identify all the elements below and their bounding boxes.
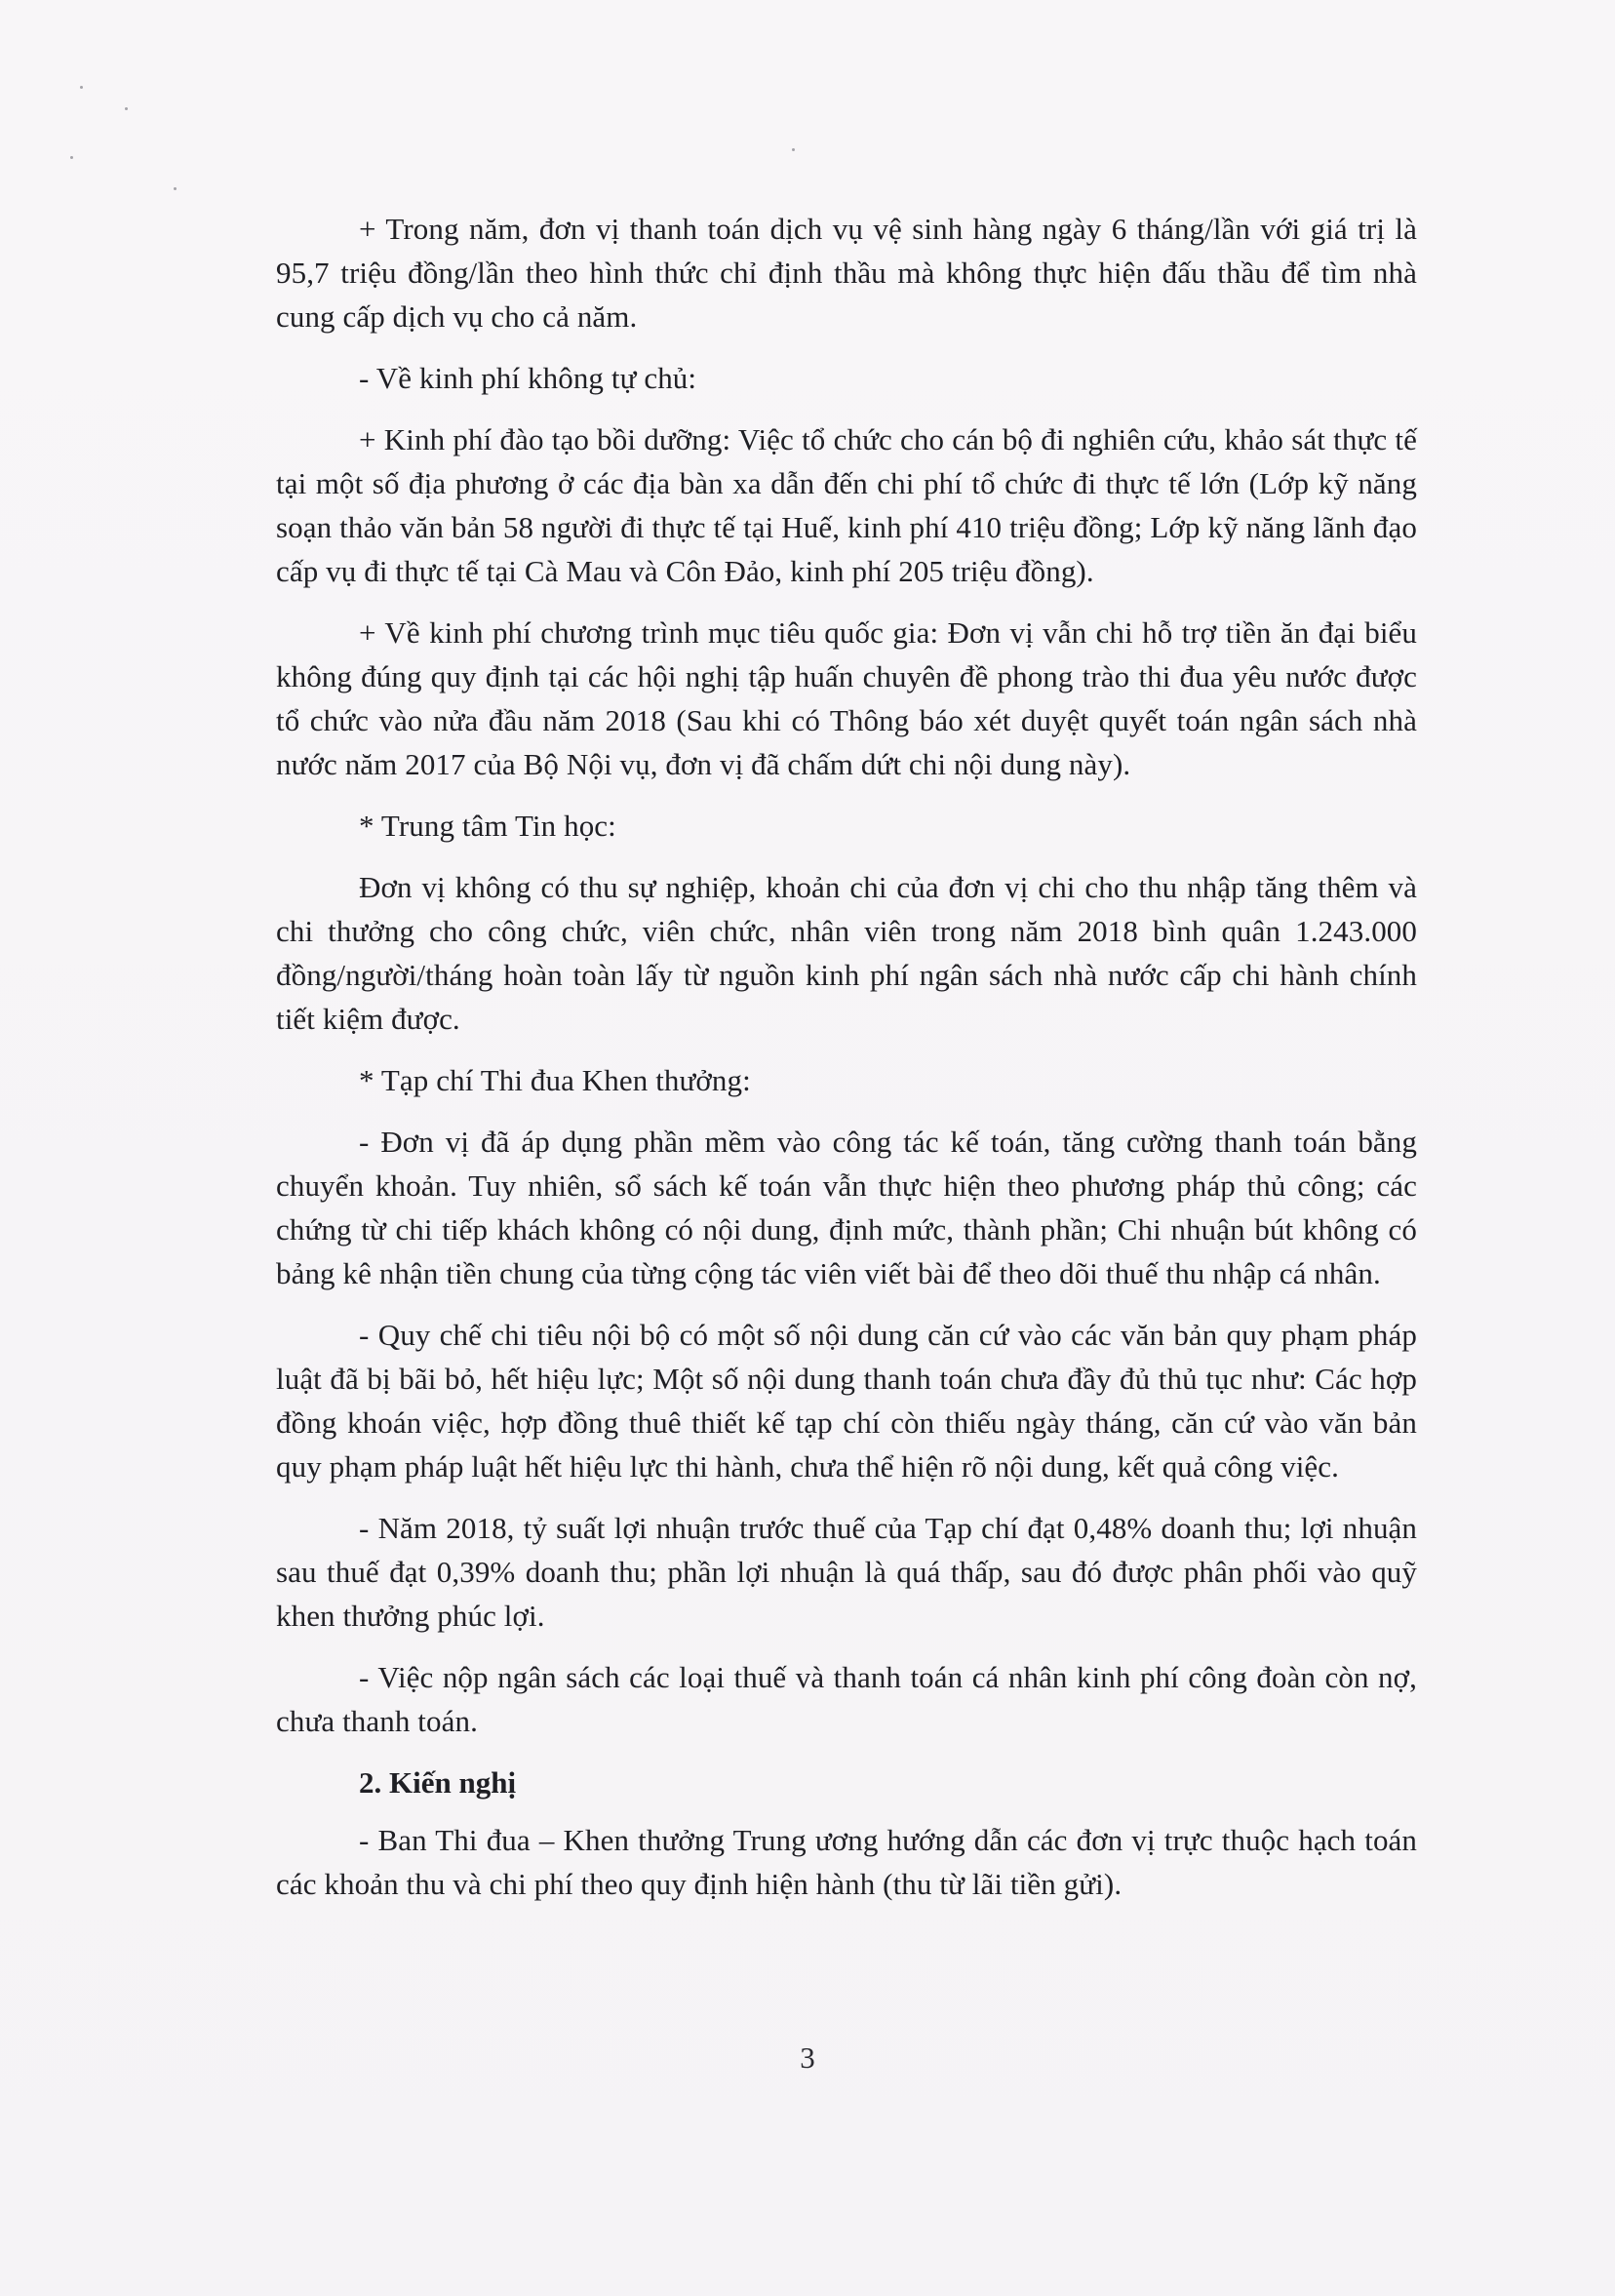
paragraph: + Trong năm, đơn vị thanh toán dịch vụ vệ sinh hàng ngày 6 tháng/lần với giá trị là 95,7 triệu đồng/lần theo hình thức chỉ định thầu mà không thực hiện đấu thầu để tìm nhà cung cấp dịch vụ cho cả năm. bbox=[276, 212, 1417, 334]
paragraph: Đơn vị không có thu sự nghiệp, khoản chi của đơn vị chi cho thu nhập tăng thêm và chi thưởng cho công chức, viên chức, nhân viên trong năm 2018 bình quân 1.243.000 đồng/người/tháng hoàn toàn lấy từ nguồn kinh phí ngân sách nhà nước cấp chi hành chính tiết kiệm được. bbox=[276, 870, 1417, 1036]
scan-speck bbox=[80, 86, 83, 89]
scan-speck bbox=[174, 187, 177, 190]
scan-speck bbox=[70, 156, 73, 159]
paragraph: - Việc nộp ngân sách các loại thuế và thanh toán cá nhân kinh phí công đoàn còn nợ, chưa thanh toán. bbox=[276, 1660, 1417, 1738]
scan-speck bbox=[792, 148, 795, 151]
scan-speck bbox=[125, 107, 128, 110]
paragraph: - Ban Thi đua – Khen thưởng Trung ương hướng dẫn các đơn vị trực thuộc hạch toán các khoản thu và chi phí theo quy định hiện hành (thu từ lãi tiền gửi). bbox=[276, 1823, 1417, 1901]
paragraph: - Quy chế chi tiêu nội bộ có một số nội dung căn cứ vào các văn bản quy phạm pháp luật đã bị bãi bỏ, hết hiệu lực; Một số nội dung thanh toán chưa đầy đủ thủ tục như: Các hợp đồng khoán việc, hợp đồng thuê thiết kế tạp chí còn thiếu ngày tháng, căn cứ vào văn bản quy phạm pháp luật hết hiệu lực thi hành, chưa thể hiện rõ nội dung, kết quả công việc. bbox=[276, 1318, 1417, 1484]
paragraph: - Về kinh phí không tự chủ: bbox=[359, 361, 697, 395]
page-number: 3 bbox=[800, 2040, 815, 2075]
paragraph: - Năm 2018, tỷ suất lợi nhuận trước thuế của Tạp chí đạt 0,48% doanh thu; lợi nhuận sau thuế đạt 0,39% doanh thu; phần lợi nhuận là quá thấp, sau đó được phân phối vào quỹ khen thưởng phúc lợi. bbox=[276, 1511, 1417, 1633]
paragraph: + Về kinh phí chương trình mục tiêu quốc gia: Đơn vị vẫn chi hỗ trợ tiền ăn đại biểu không đúng quy định tại các hội nghị tập huấn chuyên đề phong trào thi đua yêu nước được tổ chức vào nửa đầu năm 2018 (Sau khi có Thông báo xét duyệt quyết toán ngân sách nhà nước năm 2017 của Bộ Nội vụ, đơn vị đã chấm dứt chi nội dung này). bbox=[276, 615, 1417, 781]
paragraph: * Trung tâm Tin học: bbox=[359, 809, 616, 843]
paragraph: - Đơn vị đã áp dụng phần mềm vào công tác kế toán, tăng cường thanh toán bằng chuyển khoản. Tuy nhiên, sổ sách kế toán vẫn thực hiện theo phương pháp thủ công; các chứng từ chi tiếp khách không có nội dung, định mức, thành phần; Chi nhuận bút không có bảng kê nhận tiền chung của từng cộng tác viên viết bài để theo dõi thuế thu nhập cá nhân. bbox=[276, 1125, 1417, 1290]
section-heading: 2. Kiến nghị bbox=[359, 1765, 517, 1800]
document-body bbox=[276, 207, 1417, 1923]
paragraph: * Tạp chí Thi đua Khen thưởng: bbox=[359, 1063, 751, 1097]
paragraph: + Kinh phí đào tạo bồi dưỡng: Việc tổ chức cho cán bộ đi nghiên cứu, khảo sát thực tế tại một số địa phương ở các địa bàn xa dẫn đến chi phí tổ chức đi thực tế lớn (Lớp kỹ năng soạn thảo văn bản 58 người đi thực tế tại Huế, kinh phí 410 triệu đồng; Lớp kỹ năng lãnh đạo cấp vụ đi thực tế tại Cà Mau và Côn Đảo, kinh phí 205 triệu đồng). bbox=[276, 422, 1417, 588]
